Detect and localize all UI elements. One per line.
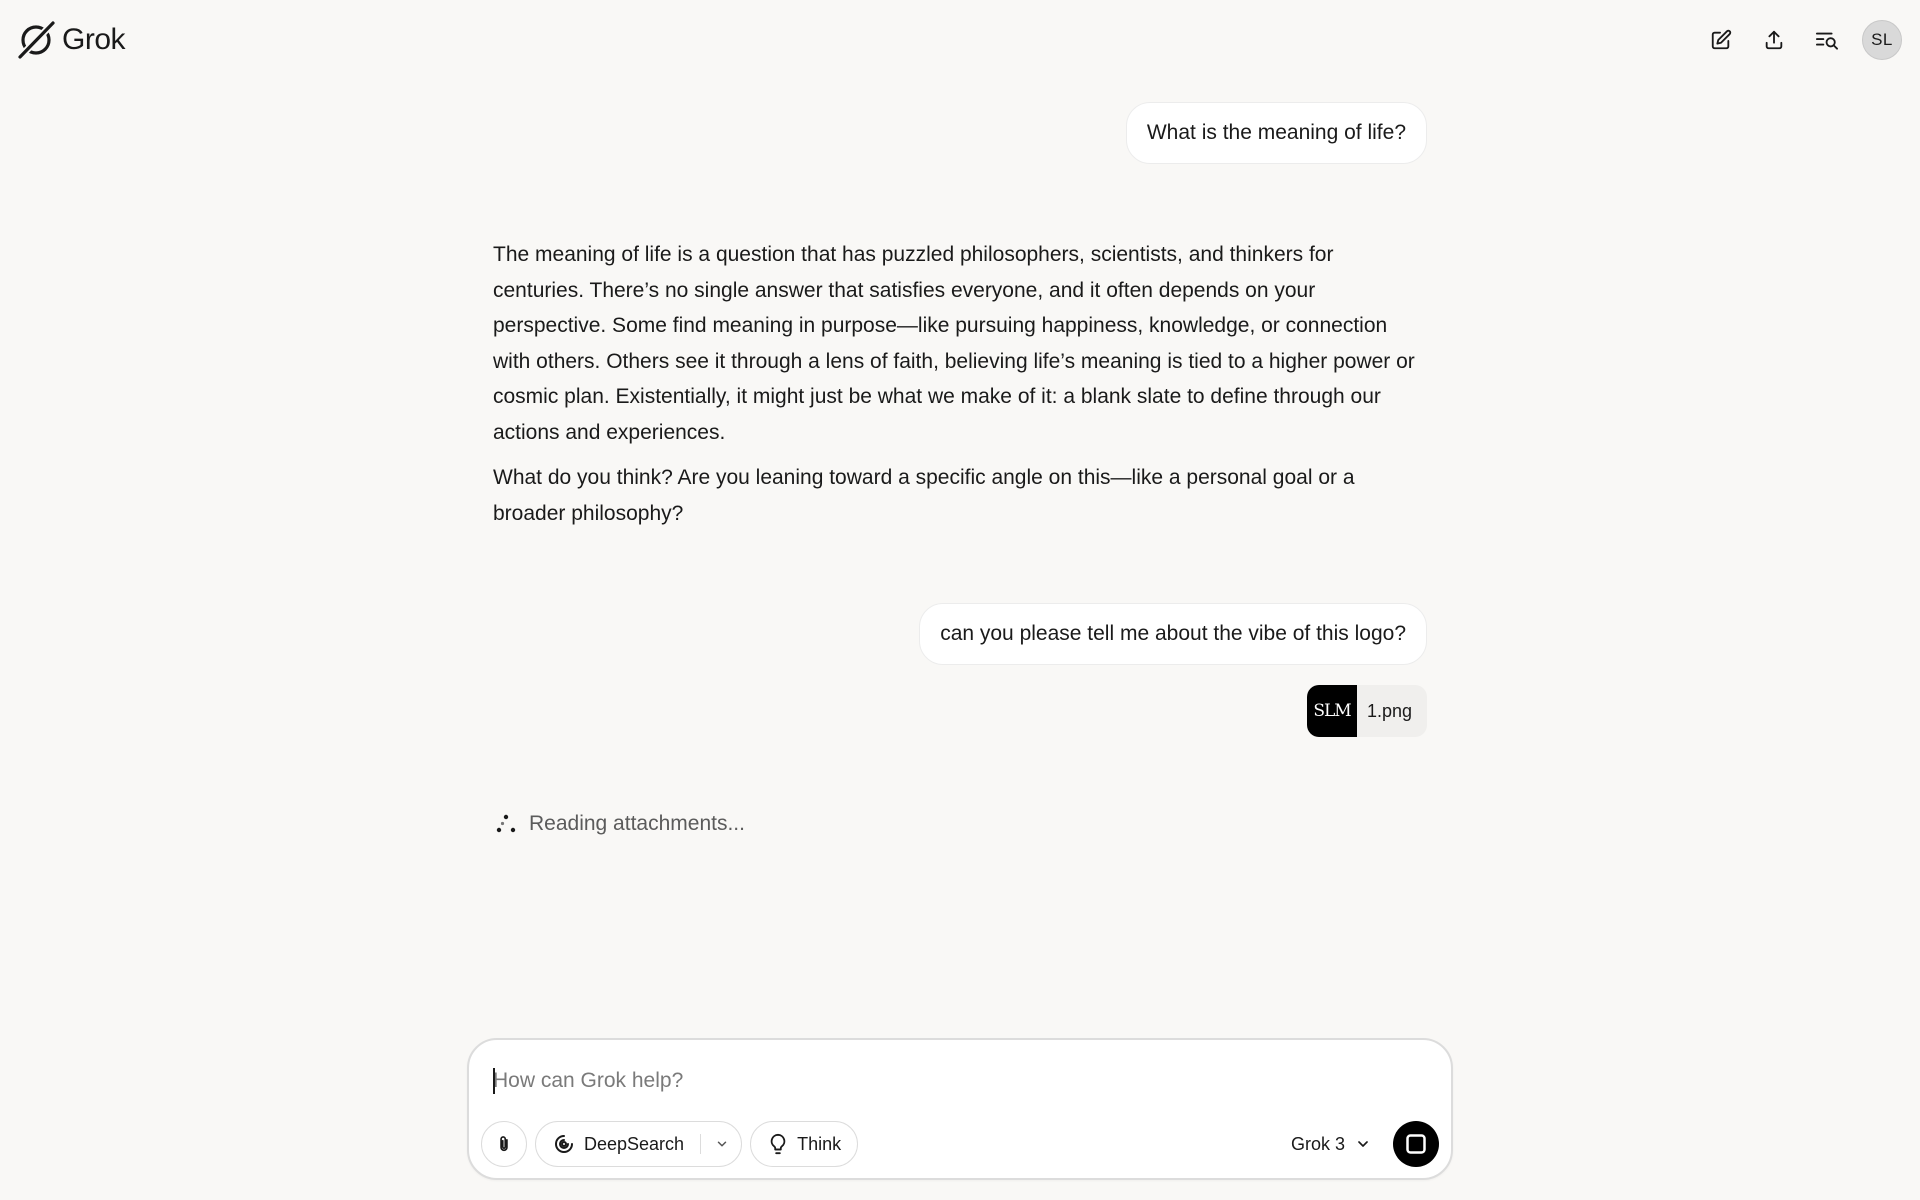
deepsearch-toggle[interactable] [535,1121,742,1167]
think-toggle[interactable] [750,1121,858,1167]
message-input[interactable] [493,1066,1393,1096]
user-message: What is the meaning of life? [1126,102,1427,164]
assistant-paragraph: What do you think? Are you leaning toward a specific angle on this—like a personal goal or a broader philosophy? [493,466,1355,525]
paperclip-icon [494,1133,514,1155]
status-indicator [493,812,745,836]
attachment-file-name: 1.png [1367,700,1413,721]
deepsearch-label: DeepSearch [584,1133,685,1154]
search-history-icon [1815,29,1839,51]
grok-logo[interactable] [16,20,125,60]
logo-text: Grok [62,23,126,56]
grok-logo-icon [16,20,56,60]
user-message: can you please tell me about the vibe of this logo? [919,603,1427,665]
chat-thread [493,0,1427,1000]
attachment-chip[interactable] [1307,685,1427,737]
attach-button[interactable] [481,1121,527,1167]
share-icon [1763,29,1785,51]
chevron-down-icon [1355,1136,1371,1152]
lightbulb-icon [767,1133,789,1155]
model-label: Grok 3 [1290,1133,1345,1154]
model-selector[interactable] [1291,1134,1371,1155]
new-chat-icon [1710,29,1732,51]
assistant-paragraph: The meaning of life is a question that has puzzled philosophers, scientists, and thinkers for centuries. There’s no single answer that satisfies everyone, and it often depends on your perspective. Some find meaning in purpose—like pursuing happiness, knowledge, or connection with others. Others see it through a lens of faith, believing life’s meaning is tied to a higher power or cosmic plan. Existentially, it might just be what we make of it: a blank slate to define through our actions and experiences. [493,243,1415,444]
assistant-message [493,237,1427,531]
loading-dots-icon [493,812,519,836]
share-button[interactable] [1756,22,1792,58]
stop-button[interactable] [1393,1121,1439,1167]
search-history-button[interactable] [1809,22,1845,58]
status-text: Reading attachments... [529,812,745,835]
composer-toolbar [481,1121,1439,1167]
think-label: Think [797,1133,842,1154]
new-chat-button[interactable] [1703,22,1739,58]
stop-icon [1404,1132,1428,1156]
chevron-down-icon[interactable] [715,1137,729,1151]
deepsearch-icon [552,1132,576,1156]
user-avatar[interactable]: SL [1862,20,1902,60]
header-actions [1703,20,1902,60]
composer [467,1038,1453,1180]
attachment-thumbnail: SLM [1307,685,1357,737]
text-caret [493,1068,495,1094]
pill-divider [700,1134,701,1154]
